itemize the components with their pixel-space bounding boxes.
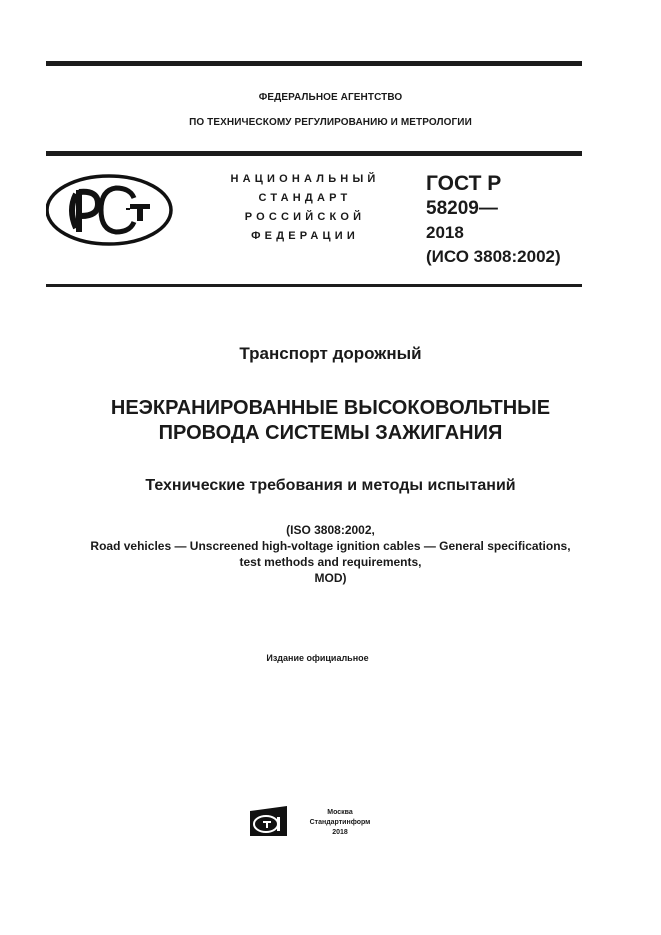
standard-type-line-4: ФЕДЕРАЦИИ (251, 230, 359, 242)
iso-line-1: (ISO 3808:2002, (286, 523, 375, 537)
standard-type (205, 170, 405, 246)
standard-type-line-2: СТАНДАРТ (258, 192, 352, 204)
edition-label: Издание официальное (266, 653, 369, 663)
designation-line-1: ГОСТ Р (426, 172, 502, 195)
iso-reference (0, 522, 661, 586)
publisher-city: Москва (327, 809, 353, 816)
designation-line-4: (ИСО 3808:2002) (426, 247, 561, 266)
iso-line-3: test methods and requirements, (239, 555, 422, 569)
agency-line-1: ФЕДЕРАЛЬНОЕ АГЕНТСТВО (258, 92, 403, 103)
designation-line-3: 2018 (426, 223, 464, 242)
iso-line-4: MOD) (314, 571, 347, 585)
title-line-2: ПРОВОДА СИСТЕМЫ ЗАЖИГАНИЯ (158, 422, 503, 444)
bottom-rule (46, 284, 582, 287)
document-title (0, 396, 661, 446)
agency-line-2: ПО ТЕХНИЧЕСКОМУ РЕГУЛИРОВАНИЮ И МЕТРОЛОГИИ (189, 117, 472, 128)
document-subtitle: Технические требования и методы испытаний (145, 477, 516, 494)
title-line-1: НЕЭКРАНИРОВАННЫЕ ВЫСОКОВОЛЬТНЫЕ (110, 397, 551, 419)
designation-line-2: 58209— (426, 198, 498, 219)
iso-line-2: Road vehicles — Unscreened high-voltage ignition cables — General specifications, (90, 539, 571, 553)
top-rule (46, 61, 582, 66)
publisher-year: 2018 (332, 829, 348, 836)
standard-designation (426, 171, 596, 269)
standard-type-line-1: НАЦИОНАЛЬНЫЙ (230, 173, 380, 185)
header-divider-rule (46, 151, 582, 156)
rst-logo-icon (46, 170, 176, 250)
document-category: Транспорт дорожный (239, 344, 422, 363)
publisher-name: Стандартинформ (309, 819, 371, 826)
publisher-info (292, 808, 388, 838)
standard-type-line-3: РОССИЙСКОЙ (244, 211, 366, 223)
standartinform-logo-icon (249, 805, 289, 837)
